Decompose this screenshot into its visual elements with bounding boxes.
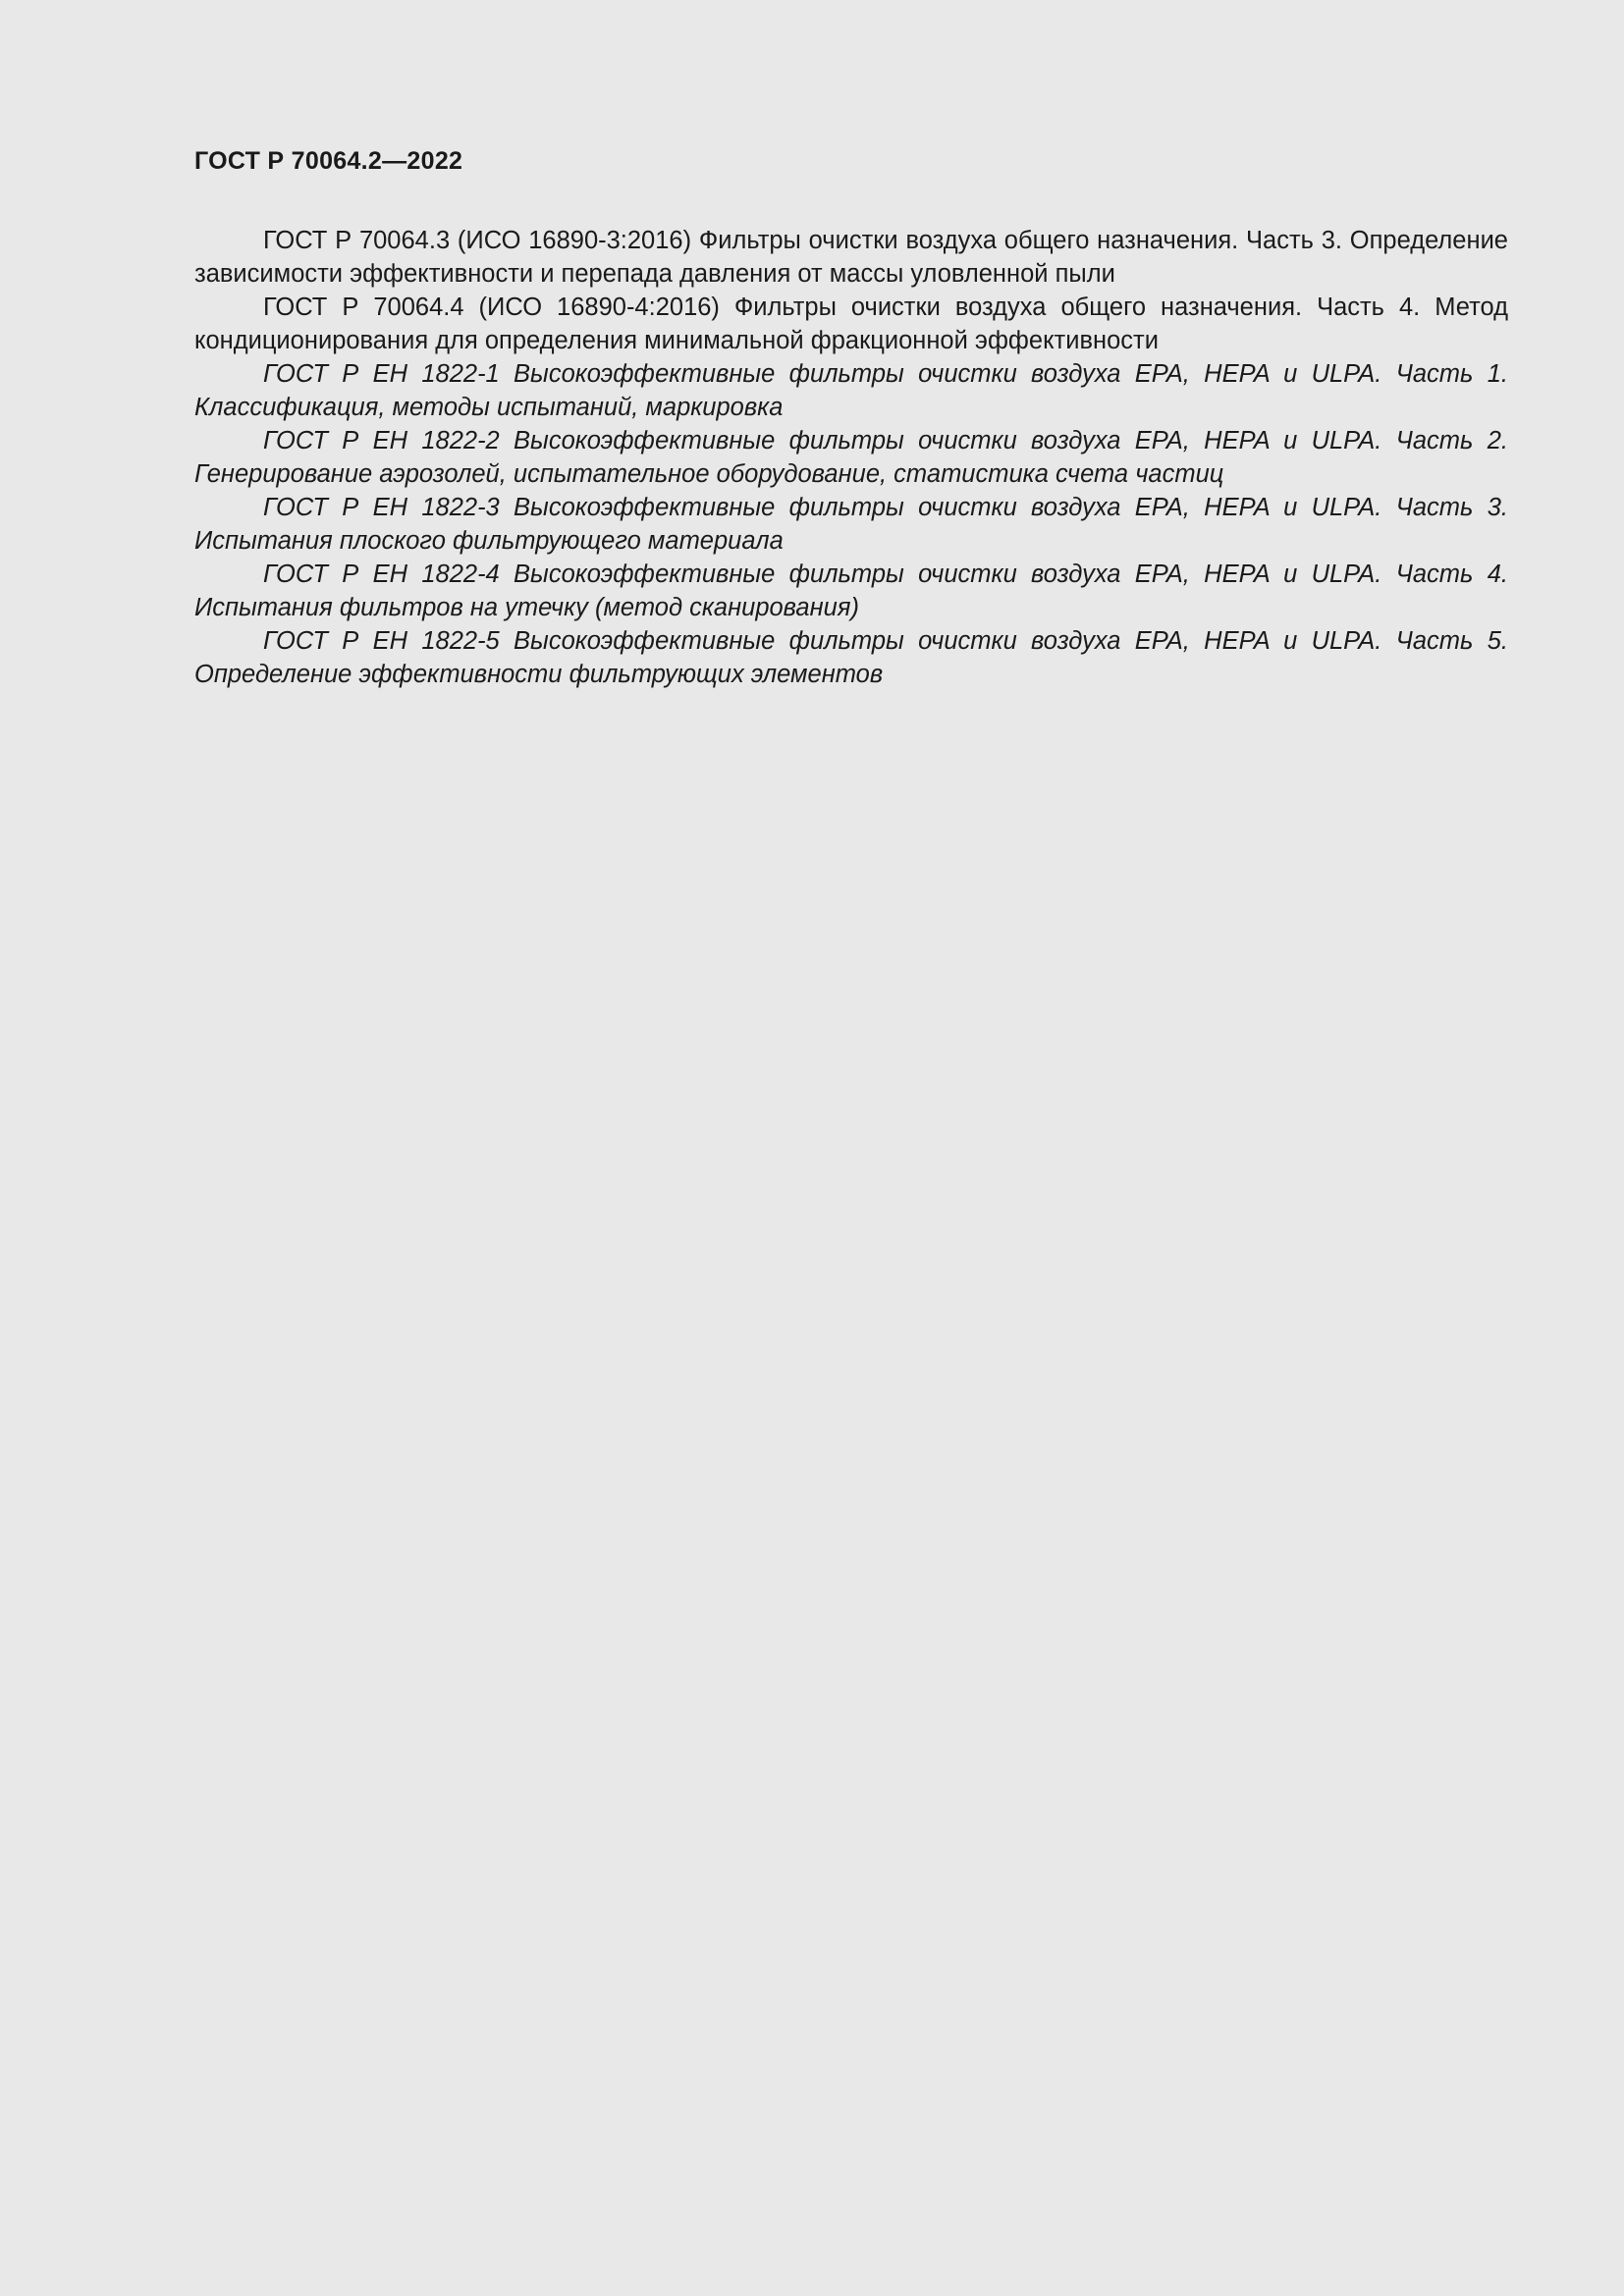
normative-references: [194, 224, 1508, 691]
reference-gost-en-1822-2: ГОСТ Р ЕН 1822-2 Высокоэффективные фильтры очистки воздуха ЕРА, HEPA и ULPA. Часть 2. Генерирование аэрозолей, испытательное оборудование, статистика счета частиц: [194, 427, 1508, 488]
reference-gost-70064-4: ГОСТ Р 70064.4 (ИСО 16890-4:2016) Фильтры очистки воздуха общего назначения. Часть 4. Метод кондиционирования для определения минимальной фракционной эффективности: [194, 294, 1508, 354]
document-header-title: ГОСТ Р 70064.2—2022: [194, 147, 463, 175]
reference-gost-en-1822-4: ГОСТ Р ЕН 1822-4 Высокоэффективные фильтры очистки воздуха ЕРА, HEPA и ULPA. Часть 4. Испытания фильтров на утечку (метод сканирования): [194, 561, 1508, 621]
reference-gost-en-1822-5: ГОСТ Р ЕН 1822-5 Высокоэффективные фильтры очистки воздуха ЕРА, HEPA и ULPA. Часть 5. Определение эффективности фильтрующих элементов: [194, 627, 1508, 688]
reference-gost-70064-3: ГОСТ Р 70064.3 (ИСО 16890-3:2016) Фильтры очистки воздуха общего назначения. Часть 3. Определение зависимости эффективности и перепада давления от массы уловленной пыли: [194, 227, 1508, 288]
reference-gost-en-1822-1: ГОСТ Р ЕН 1822-1 Высокоэффективные фильтры очистки воздуха ЕРА, HEPA и ULPA. Часть 1. Классификация, методы испытаний, маркировка: [194, 360, 1508, 421]
reference-gost-en-1822-3: ГОСТ Р ЕН 1822-3 Высокоэффективные фильтры очистки воздуха ЕРА, HEPA и ULPA. Часть 3. Испытания плоского фильтрующего материала: [194, 494, 1508, 555]
